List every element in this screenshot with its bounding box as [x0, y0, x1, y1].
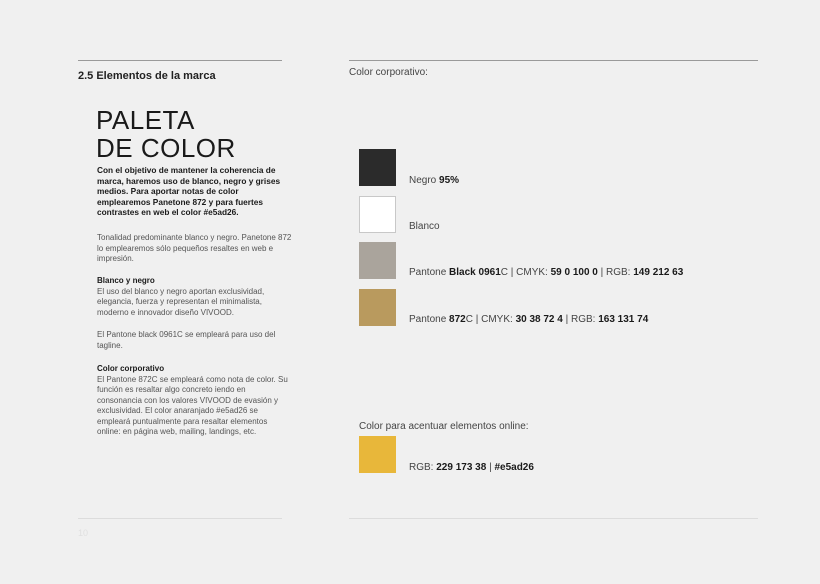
corporate-color-label: Color corporativo: [349, 67, 428, 78]
top-divider-right [349, 60, 758, 61]
color-corporativo-heading: Color corporativo [97, 364, 165, 373]
swatch-negro-label: Negro 95% [409, 175, 460, 186]
top-divider-left [78, 60, 282, 61]
swatch-accent-label: RGB: 229 173 38 | #e5ad26 [409, 462, 534, 473]
heading-line-1: PALETA [96, 105, 195, 135]
swatch-accent [359, 436, 396, 473]
swatch-pantone-872-label: Pantone 872C | CMYK: 30 38 72 4 | RGB: 163 131 74 [409, 314, 649, 325]
blanco-negro-text: El uso del blanco y negro aportan exclusividad, elegancia, fuerza y representan el minimalista, moderno e innovador diseño VIVOOD. [97, 286, 265, 317]
accent-color-label: Color para acentuar elementos online: [359, 421, 529, 432]
page-heading [96, 106, 236, 162]
swatch-blanco-label: Blanco [409, 221, 440, 232]
swatch-pantone-872 [359, 289, 396, 326]
swatch-blanco [359, 196, 396, 233]
swatch-pantone-black-0961-label: Pantone Black 0961C | CMYK: 59 0 100 0 | RGB: 149 212 63 [409, 267, 684, 278]
intro-paragraph: Con el objetivo de mantener la coherencia de marca, haremos uso de blanco, negro y grises medios. Para aportar notas de color emplearemos Panetone 872 y para fuertes contrastes en web el color #e5ad26. [97, 165, 281, 217]
page-number: 10 [78, 528, 89, 538]
bottom-divider-left [78, 518, 282, 519]
color-corporativo-block [97, 364, 292, 438]
bottom-divider-right [349, 518, 758, 519]
swatch-pantone-black-0961 [359, 242, 396, 279]
blanco-negro-heading: Blanco y negro [97, 276, 155, 285]
blanco-negro-block [97, 276, 292, 318]
swatch-negro [359, 149, 396, 186]
tonality-paragraph: Tonalidad predominante blanco y negro. Panetone 872 lo emplearemos sólo pequeños resaltes en web e impresión. [97, 233, 292, 263]
heading-line-2: DE COLOR [96, 133, 236, 163]
section-title: 2.5 Elementos de la marca [78, 70, 216, 82]
color-corporativo-text: El Pantone 872C se empleará como nota de color. Su función es resaltar algo concreto iendo en consonancia con los valores VIVOOD de evasión y exclusividad. El color anaranjado #e5ad26 se empleará puntualmente para resaltar elementos online: en página web, mailing, landings, etc. [97, 374, 288, 436]
tagline-paragraph: El Pantone black 0961C se empleará para uso del tagline. [97, 330, 276, 350]
